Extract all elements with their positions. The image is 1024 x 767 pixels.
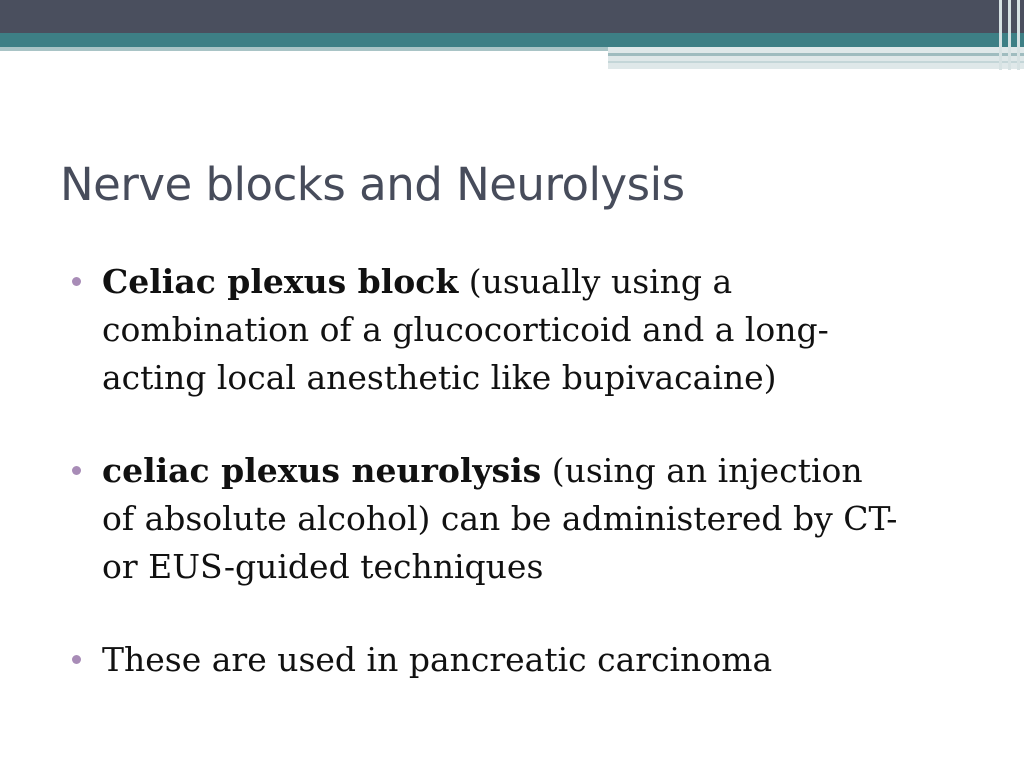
bullet-list	[72, 258, 972, 729]
header-band-teal	[0, 33, 1024, 47]
bullet-bold-term: Celiac plexus block	[102, 262, 459, 301]
bullet-bold-term: celiac plexus neurolysis	[102, 451, 542, 490]
bullet-line: of absolute alcohol) can be administered by CT-	[102, 499, 898, 538]
bullet-line	[102, 447, 972, 495]
header-stripe	[1017, 0, 1020, 70]
bullet-text: (using an injection	[541, 451, 863, 490]
bullet-item	[72, 447, 972, 591]
bullet-item	[72, 636, 972, 684]
bullet-marker	[72, 466, 81, 475]
bullet-line: or EUS-guided techniques	[102, 547, 544, 586]
bullet-line: These are used in pancreatic carcinoma	[102, 640, 773, 679]
bullet-line	[102, 258, 972, 306]
header-band-right-line	[608, 61, 1024, 63]
header-stripe	[1008, 0, 1011, 70]
bullet-line: acting local anesthetic like bupivacaine)	[102, 358, 777, 397]
header-stripe	[999, 0, 1002, 70]
bullet-item	[72, 258, 972, 402]
bullet-text: (usually using a	[458, 262, 733, 301]
bullet-marker	[72, 277, 81, 286]
header-band-right-line	[608, 53, 1024, 56]
header-band-right-block	[608, 47, 1024, 69]
header-band-dark	[0, 0, 1024, 33]
bullet-marker	[72, 655, 81, 664]
bullet-line: combination of a glucocorticoid and a long-	[102, 310, 829, 349]
slide-title: Nerve blocks and Neurolysis	[60, 158, 685, 211]
